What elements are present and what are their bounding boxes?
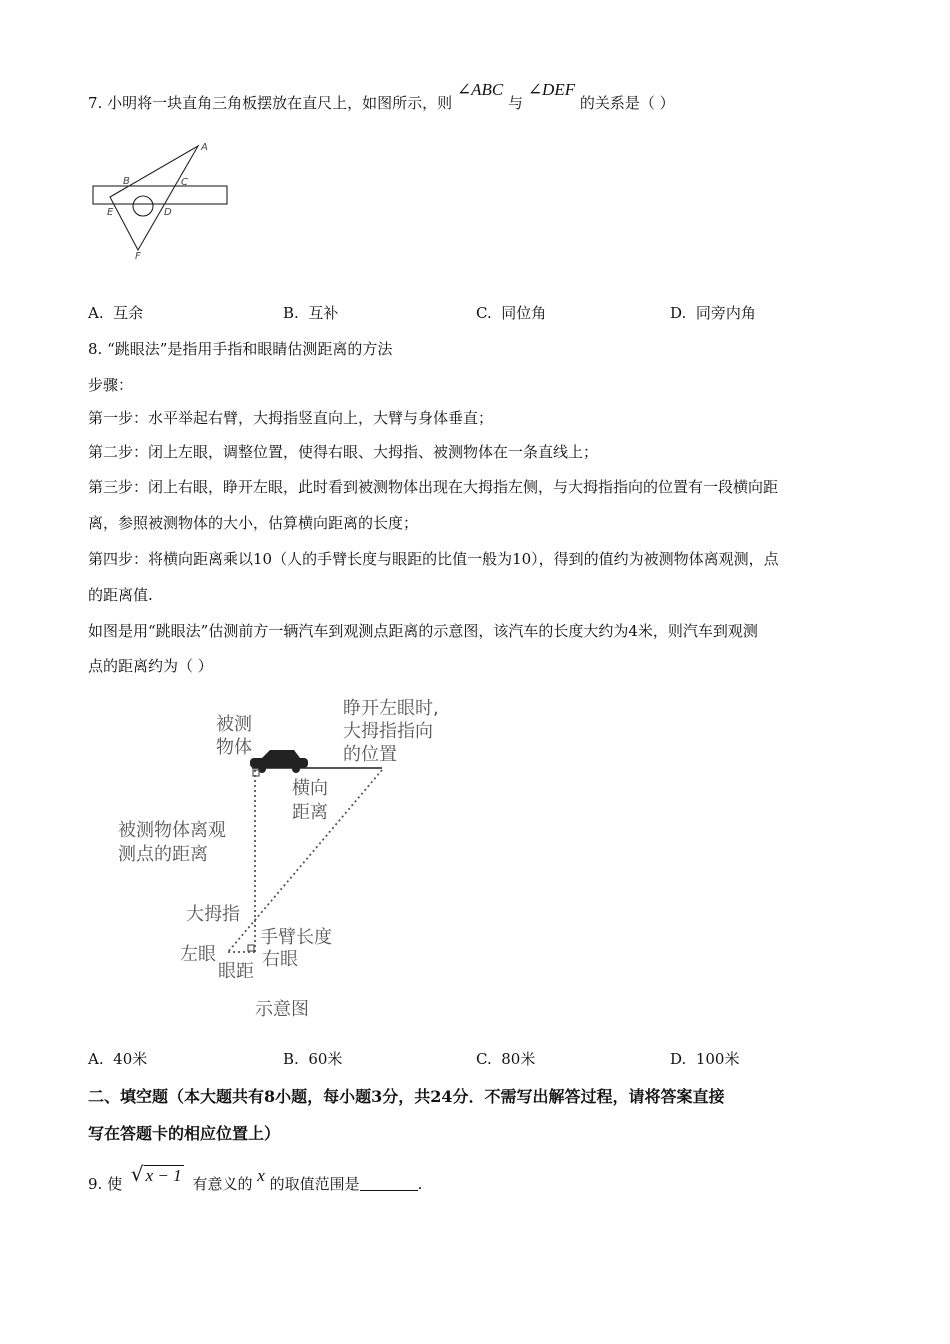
label-thumb-pos-2: 大拇指指向: [343, 721, 433, 742]
label-arm-length: 手臂长度: [260, 927, 332, 948]
q8-step4-line1: 第四步：将横向距离乘以10（人的手臂长度与眼距的比值一般为10），得到的值约为被测物体离观测，点: [88, 550, 779, 568]
q8-question-line2: 点的距离约为（ ）: [88, 657, 213, 675]
q9-middle: 有意义的: [192, 1175, 253, 1193]
q7-option-b: B. 互补: [283, 304, 339, 322]
q9-stem: [88, 1162, 423, 1194]
q7-angle-def: ∠DEF: [527, 80, 576, 99]
label-e: E: [107, 207, 114, 218]
q7-connector: 与: [508, 94, 524, 112]
q8-step2: 第二步：闭上左眼，调整位置，使得右眼、大拇指、被测物体在一条直线上；: [88, 443, 599, 461]
label-thumb: 大拇指: [186, 904, 240, 925]
label-distance-2: 测点的距离: [118, 844, 208, 865]
q7-stem-prefix: 7. 小明将一块直角三角板摆放在直尺上，如图所示，则: [88, 94, 453, 112]
q9-variable: x: [257, 1166, 265, 1185]
q8-title: 8. “跳眼法”是指用手指和眼睛估测距离的方法: [88, 340, 393, 358]
q8-step4-line2: 的距离值.: [88, 586, 153, 604]
q8-option-c: C. 80米: [476, 1050, 536, 1068]
q7-figure: [86, 135, 246, 265]
q7-option-a: A. 互余: [88, 304, 144, 322]
section2-heading-line2: 写在答题卡的相应位置上）: [88, 1124, 281, 1143]
label-object-2: 物体: [216, 737, 252, 758]
q9-radicand: x − 1: [145, 1166, 182, 1185]
label-distance-1: 被测物体离观: [118, 820, 226, 841]
q9-prefix: 9. 使: [88, 1175, 123, 1193]
label-a: A: [201, 142, 208, 153]
q7-stem: [88, 80, 675, 113]
label-lateral-2: 距离: [292, 802, 328, 823]
right-angle-bottom: [248, 945, 254, 951]
q8-step1: 第一步：水平举起右臂，大拇指竖直向上，大臂与身体垂直；: [88, 409, 494, 427]
label-f: F: [135, 251, 141, 262]
label-thumb-pos-1: 睁开左眼时,: [343, 698, 439, 719]
section2-heading-line1: 二、填空题（本大题共有8小题，每小题3分，共24分．不需写出解答过程，请将答案直接: [88, 1087, 725, 1106]
q8-option-b: B. 60米: [283, 1050, 343, 1068]
q8-steps-label: 步骤：: [88, 376, 134, 394]
ruler-hole: [133, 196, 153, 216]
right-angle-top: [253, 770, 259, 776]
label-c: C: [181, 177, 188, 188]
label-lateral-1: 横向: [292, 778, 328, 799]
label-thumb-pos-3: 的位置: [343, 744, 397, 765]
label-left-eye: 左眼: [180, 944, 216, 965]
q7-stem-suffix: 的关系是（ ）: [579, 94, 675, 112]
q7-option-c: C. 同位角: [476, 304, 547, 322]
label-caption: 示意图: [255, 999, 309, 1020]
set-square: [110, 146, 198, 250]
label-eye-distance: 眼距: [218, 961, 254, 982]
q9-suffix: 的取值范围是: [269, 1175, 360, 1193]
label-right-eye: 右眼: [262, 949, 298, 970]
label-object-1: 被测: [216, 714, 252, 735]
q8-step3-line1: 第三步：闭上右眼，睁开左眼，此时看到被测物体出现在大拇指左侧，与大拇指指向的位置有一段横向距: [88, 478, 779, 496]
label-b: B: [123, 176, 130, 187]
q9-end: .: [417, 1175, 423, 1193]
q7-option-d: D. 同旁内角: [670, 304, 756, 322]
q7-angle-abc: ∠ABC: [456, 80, 504, 99]
label-d: D: [164, 207, 172, 218]
q9-sqrt: √ x − 1: [130, 1162, 182, 1186]
q9-answer-blank[interactable]: [360, 1176, 418, 1191]
q8-figure: [110, 690, 480, 1030]
q8-step3-line2: 离，参照被测物体的大小，估算横向距离的长度；: [88, 514, 419, 532]
q8-option-d: D. 100米: [670, 1050, 740, 1068]
q8-question-line1: 如图是用“跳眼法”估测前方一辆汽车到观测点距离的示意图，该汽车的长度大约为4米，则汽车到观测: [88, 622, 758, 640]
q8-option-a: A. 40米: [88, 1050, 148, 1068]
